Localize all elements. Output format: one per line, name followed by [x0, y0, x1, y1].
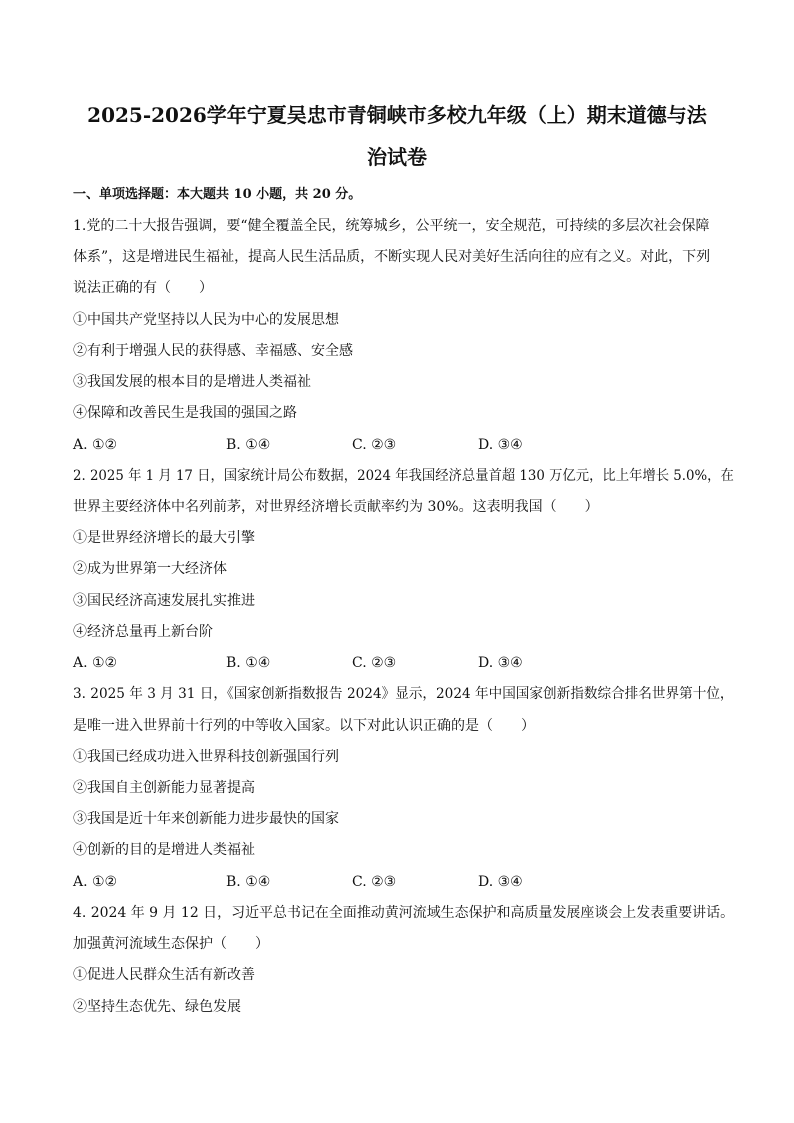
q4-item-2: ②坚持生态优先、绿色发展 [73, 999, 241, 1015]
q1-item-3: ③我国发展的根本目的是增进人类福祉 [73, 374, 311, 390]
q2-stem-line-1: 2. 2025 年 1 月 17 日，国家统计局公布数据，2024 年我国经济总量首超 130 万亿元，比上年增长 5.0%，在 [73, 468, 734, 484]
q1-item-2: ②有利于增强人民的获得感、幸福感、安全感 [73, 343, 353, 359]
q2-option-c[interactable]: C. ②③ [352, 655, 397, 671]
q4-item-1: ①促进人民群众生活有新改善 [73, 967, 255, 983]
q2-item-2: ②成为世界第一大经济体 [73, 561, 227, 577]
q1-stem-line-1: 1.党的二十大报告强调，要“健全覆盖全民，统筹城乡，公平统一，安全规范，可持续的多层次社会保障 [73, 218, 710, 234]
q3-stem-line-1: 3. 2025 年 3 月 31 日，《国家创新指数报告 2024》显示，2024 年中国国家创新指数综合排名世界第十位， [73, 686, 734, 702]
q1-item-4: ④保障和改善民生是我国的强国之路 [73, 405, 297, 421]
q2-option-d[interactable]: D. ③④ [478, 655, 523, 671]
q2-item-3: ③国民经济高速发展扎实推进 [73, 593, 255, 609]
q3-stem-line-2: 是唯一进入世界前十行列的中等收入国家。以下对此认识正确的是（ ） [73, 718, 535, 734]
exam-title-line-1: 2025-2026学年宁夏吴忠市青铜峡市多校九年级（上）期末道德与法 [87, 103, 707, 127]
q2-option-b[interactable]: B. ①④ [226, 655, 271, 671]
q3-option-b[interactable]: B. ①④ [226, 874, 271, 890]
q2-item-4: ④经济总量再上新台阶 [73, 624, 213, 640]
q3-option-a[interactable]: A. ①② [73, 874, 118, 890]
q1-option-a[interactable]: A. ①② [73, 437, 118, 453]
exam-title-line-2: 治试卷 [367, 145, 427, 169]
q2-stem-line-2: 世界主要经济体中名列前茅，对世界经济增长贡献率约为 30%。这表明我国（ ） [73, 499, 599, 515]
q3-item-3: ③我国是近十年来创新能力进步最快的国家 [73, 811, 339, 827]
q4-stem-line-2: 加强黄河流域生态保护（ ） [73, 936, 269, 952]
q1-option-d[interactable]: D. ③④ [478, 437, 523, 453]
q4-stem-line-1: 4. 2024 年 9 月 12 日，习近平总书记在全面推动黄河流域生态保护和高质量发展座谈会上发表重要讲话。 [73, 905, 735, 921]
q2-item-1: ①是世界经济增长的最大引擎 [73, 530, 255, 546]
q3-item-2: ②我国自主创新能力显著提高 [73, 780, 255, 796]
q2-option-a[interactable]: A. ①② [73, 655, 118, 671]
section-heading: 一、单项选择题：本大题共 10 小题，共 20 分。 [73, 187, 362, 202]
q1-option-c[interactable]: C. ②③ [352, 437, 397, 453]
q1-option-b[interactable]: B. ①④ [226, 437, 271, 453]
q1-stem-line-2: 体系”，这是增进民生福祉，提高人民生活品质，不断实现人民对美好生活向往的应有之义。对此，下列 [73, 249, 711, 265]
q1-item-1: ①中国共产党坚持以人民为中心的发展思想 [73, 312, 339, 328]
q3-item-1: ①我国已经成功进入世界科技创新强国行列 [73, 749, 339, 765]
q3-option-d[interactable]: D. ③④ [478, 874, 523, 890]
q3-option-c[interactable]: C. ②③ [352, 874, 397, 890]
q1-stem-line-3: 说法正确的有（ ） [73, 280, 213, 296]
q3-item-4: ④创新的目的是增进人类福祉 [73, 842, 255, 858]
